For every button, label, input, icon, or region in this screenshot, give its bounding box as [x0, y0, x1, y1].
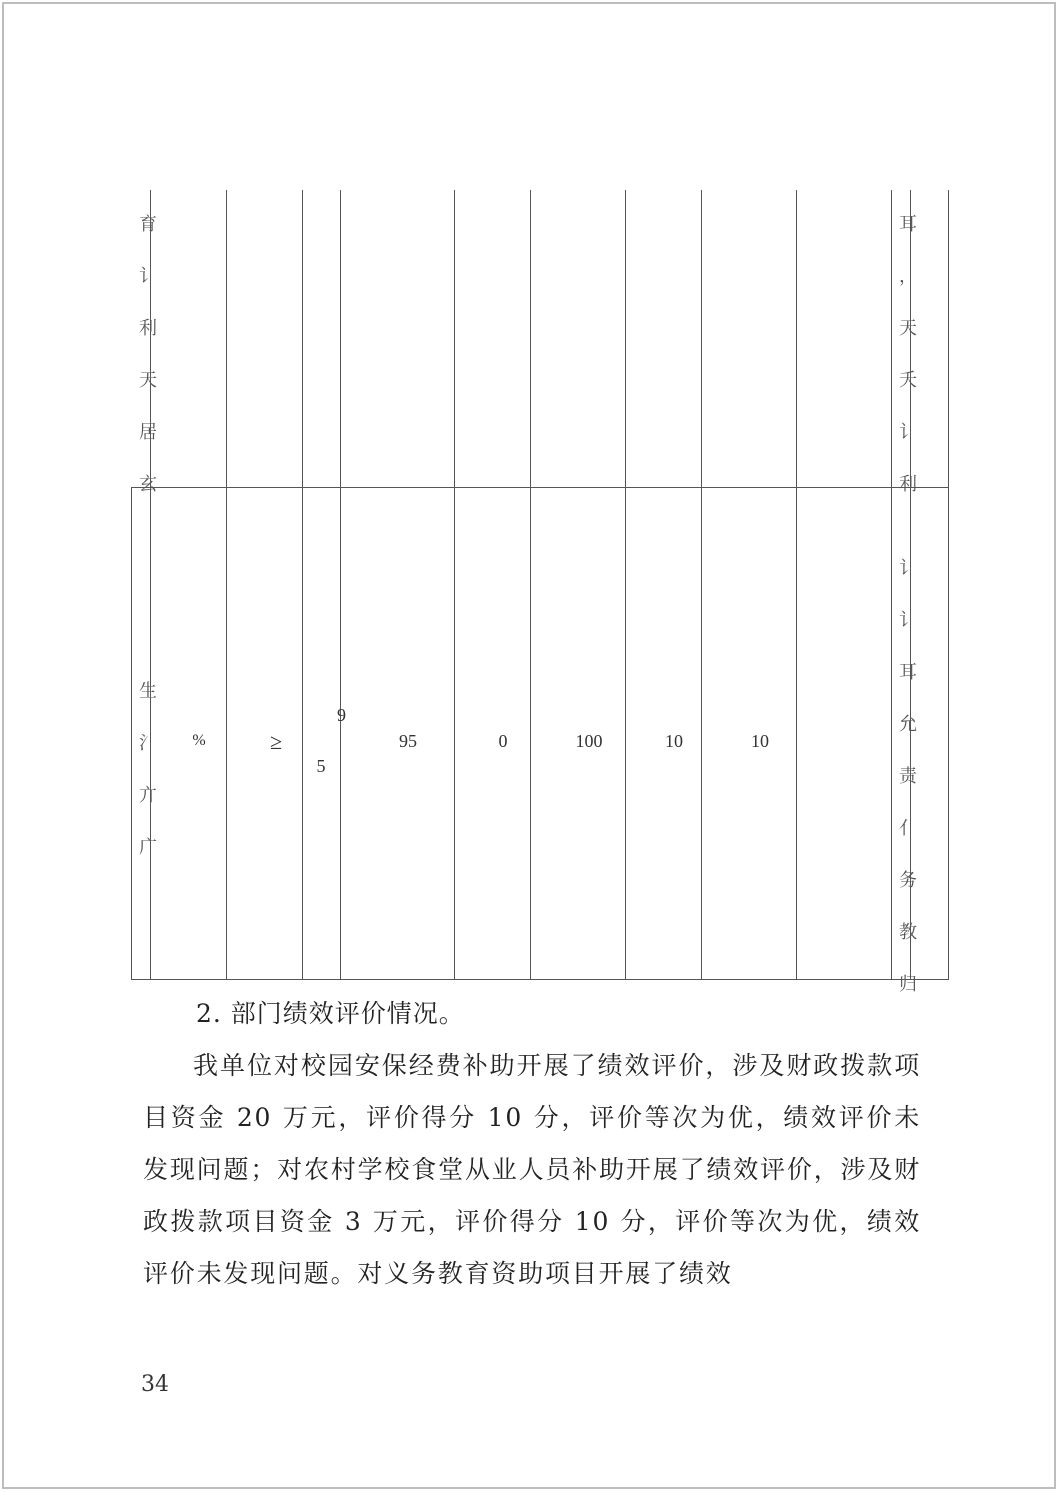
glyph: 居 [139, 422, 157, 443]
lower-remark [899, 558, 917, 1028]
glyph: 亻 [899, 818, 917, 839]
glyph: 耳 [899, 214, 917, 235]
table-rule [340, 190, 341, 980]
glyph: 归 [899, 974, 917, 995]
table-rule [891, 190, 892, 980]
section-heading: 2. 部门绩效评价情况。 [196, 999, 465, 1028]
glyph: ， [899, 266, 917, 287]
table-rule [625, 190, 626, 980]
unit-cell: % [192, 732, 206, 749]
target-digit-9: 9 [337, 705, 346, 725]
glyph: 讠 [899, 422, 917, 443]
upper-indicator-name [139, 214, 157, 528]
glyph: 玄 [139, 474, 157, 495]
glyph: 允 [899, 714, 917, 735]
operator-cell: ≥ [269, 729, 283, 754]
glyph: 夭 [899, 370, 917, 391]
table-rule [454, 190, 455, 980]
table-rule [948, 190, 949, 980]
glyph: 讠 [139, 266, 157, 287]
glyph: 利 [139, 318, 157, 339]
col8-cell: 10 [751, 731, 769, 751]
body-paragraph: 我单位对校园安保经费补助开展了绩效评价，涉及财政拨款项目资金 20 万元，评价得分 10 分，评价等次为优，绩效评价未发现问题；对农村学校食堂从业人员补助开展了绩效评价，涉及财政拨款项目资金 3 万元，评价得分 10 分，评价等次为优，绩效评价未发现问题。对义务教育资助项目开展了绩效 [143, 1051, 921, 1288]
col7-cell: 10 [665, 731, 683, 751]
glyph: 育 [139, 214, 157, 235]
table-rule [226, 190, 227, 980]
lower-indicator-name [139, 681, 157, 891]
page-number: 34 [141, 1372, 169, 1397]
glyph: 教 [899, 922, 917, 943]
col6-cell: 100 [575, 731, 603, 751]
glyph: 生 [139, 681, 157, 702]
actual-value-cell: 95 [399, 731, 417, 751]
table-bottom-rule [131, 979, 949, 980]
glyph: 耳 [899, 662, 917, 683]
table-rule [302, 190, 303, 980]
table-row-divider [131, 487, 949, 488]
glyph: 责 [899, 766, 917, 787]
table-rule [530, 190, 531, 980]
glyph: 亣 [139, 785, 157, 806]
glyph: 氵 [139, 733, 157, 754]
table-rule [701, 190, 702, 980]
table-rule [131, 487, 132, 980]
glyph: 天 [139, 370, 157, 391]
col5-cell: 0 [498, 731, 508, 751]
glyph: 讠 [899, 558, 917, 579]
glyph: 务 [899, 870, 917, 891]
target-digit-5: 5 [316, 756, 326, 776]
glyph: 利 [899, 474, 917, 495]
glyph: 广 [139, 837, 157, 858]
glyph: 天 [899, 318, 917, 339]
table-rule [796, 190, 797, 980]
upper-remark [899, 214, 917, 528]
glyph: 讠 [899, 610, 917, 631]
